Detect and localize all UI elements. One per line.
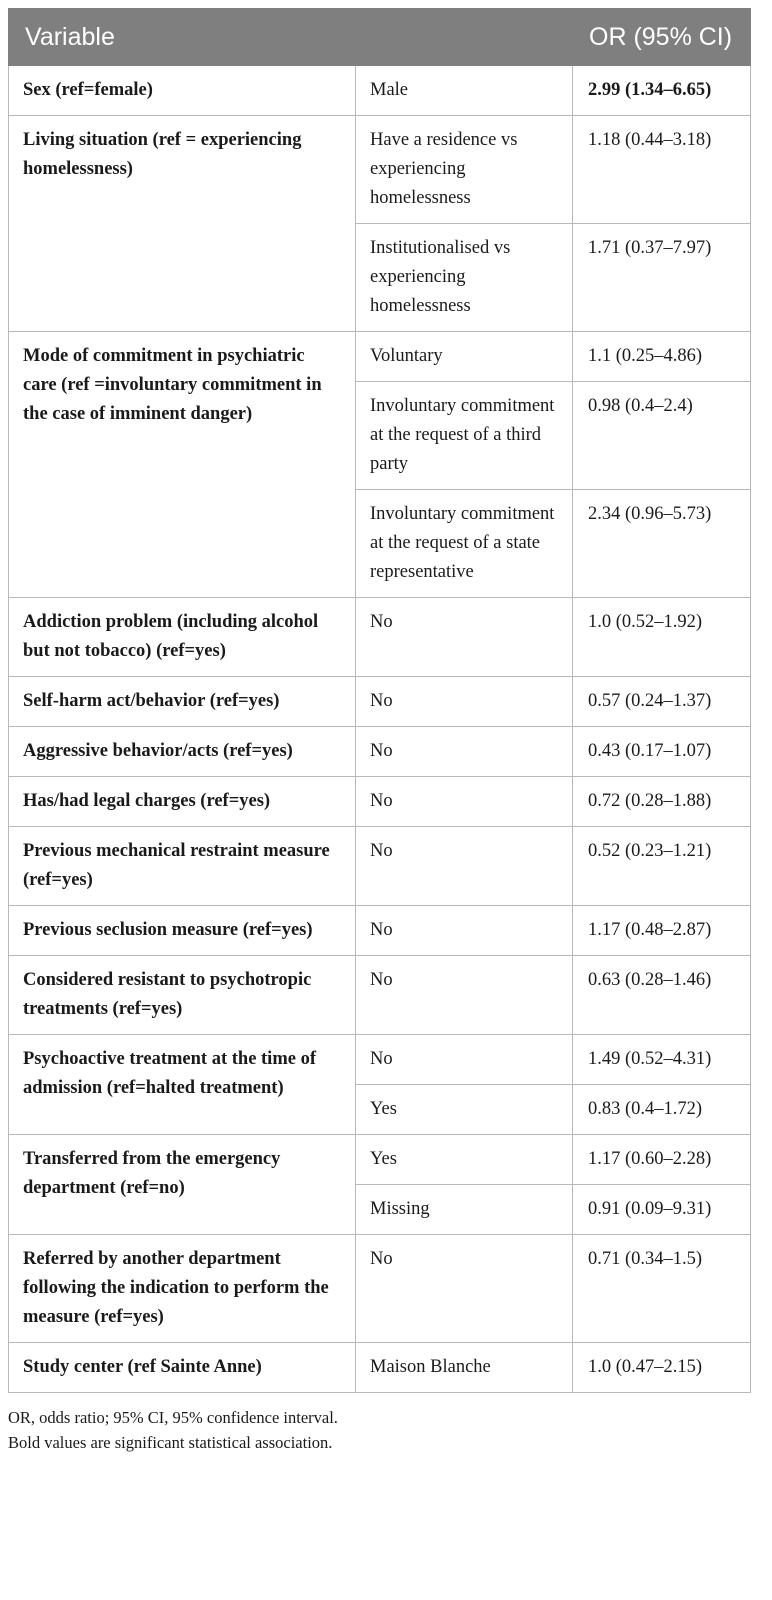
table-row (9, 956, 751, 1035)
variable-cell: Living situation (ref = experiencing homelessness) (9, 116, 356, 332)
or-cell: 1.1 (0.25–4.86) (573, 332, 751, 382)
level-cell: No (356, 777, 573, 827)
level-cell: No (356, 1035, 573, 1085)
table-row (9, 827, 751, 906)
table-row (9, 1035, 751, 1085)
or-cell: 0.57 (0.24–1.37) (573, 677, 751, 727)
or-cell: 1.0 (0.47–2.15) (573, 1343, 751, 1393)
footnote-abbreviations: OR, odds ratio; 95% CI, 95% confidence interval. (8, 1408, 338, 1427)
table-row (9, 1235, 751, 1343)
variable-cell: Self-harm act/behavior (ref=yes) (9, 677, 356, 727)
footnote-bold-note: Bold values are significant statistical association. (8, 1433, 333, 1452)
table-row (9, 777, 751, 827)
level-cell: No (356, 906, 573, 956)
level-cell: No (356, 827, 573, 906)
variable-cell: Referred by another department following the indication to perform the measure (ref=yes) (9, 1235, 356, 1343)
table-row (9, 677, 751, 727)
header-variable: Variable (9, 9, 573, 66)
or-cell: 0.98 (0.4–2.4) (573, 382, 751, 490)
or-cell: 0.43 (0.17–1.07) (573, 727, 751, 777)
variable-cell: Addiction problem (including alcohol but not tobacco) (ref=yes) (9, 598, 356, 677)
variable-cell: Previous mechanical restraint measure (ref=yes) (9, 827, 356, 906)
variable-cell: Has/had legal charges (ref=yes) (9, 777, 356, 827)
level-cell: Male (356, 66, 573, 116)
level-cell: No (356, 677, 573, 727)
table-row (9, 598, 751, 677)
or-cell: 0.83 (0.4–1.72) (573, 1085, 751, 1135)
or-cell: 0.72 (0.28–1.88) (573, 777, 751, 827)
or-cell: 1.0 (0.52–1.92) (573, 598, 751, 677)
variable-cell: Transferred from the emergency department (ref=no) (9, 1135, 356, 1235)
or-cell: 1.17 (0.48–2.87) (573, 906, 751, 956)
variable-cell: Considered resistant to psychotropic treatments (ref=yes) (9, 956, 356, 1035)
level-cell: Involuntary commitment at the request of a third party (356, 382, 573, 490)
level-cell: Involuntary commitment at the request of a state representative (356, 490, 573, 598)
variable-cell: Previous seclusion measure (ref=yes) (9, 906, 356, 956)
level-cell: Yes (356, 1085, 573, 1135)
or-cell: 1.71 (0.37–7.97) (573, 224, 751, 332)
table-row (9, 332, 751, 382)
level-cell: Maison Blanche (356, 1343, 573, 1393)
level-cell: No (356, 956, 573, 1035)
table-container (8, 8, 750, 1455)
table-row (9, 906, 751, 956)
level-cell: Institutionalised vs experiencing homelessness (356, 224, 573, 332)
or-cell: 1.49 (0.52–4.31) (573, 1035, 751, 1085)
table-row (9, 66, 751, 116)
table-row (9, 727, 751, 777)
level-cell: No (356, 727, 573, 777)
variable-cell: Psychoactive treatment at the time of admission (ref=halted treatment) (9, 1035, 356, 1135)
variable-cell: Aggressive behavior/acts (ref=yes) (9, 727, 356, 777)
header-row (9, 9, 751, 66)
variable-cell: Mode of commitment in psychiatric care (ref =involuntary commitment in the case of imminent danger) (9, 332, 356, 598)
level-cell: No (356, 1235, 573, 1343)
level-cell: No (356, 598, 573, 677)
level-cell: Voluntary (356, 332, 573, 382)
footnotes (8, 1405, 750, 1455)
or-cell: 0.91 (0.09–9.31) (573, 1185, 751, 1235)
level-cell: Yes (356, 1135, 573, 1185)
or-cell: 1.17 (0.60–2.28) (573, 1135, 751, 1185)
or-cell: 2.99 (1.34–6.65) (573, 66, 751, 116)
odds-ratio-table (8, 8, 751, 1393)
variable-cell: Sex (ref=female) (9, 66, 356, 116)
variable-cell: Study center (ref Sainte Anne) (9, 1343, 356, 1393)
table-row (9, 116, 751, 224)
table-row (9, 1135, 751, 1185)
level-cell: Missing (356, 1185, 573, 1235)
or-cell: 0.63 (0.28–1.46) (573, 956, 751, 1035)
table-row (9, 1343, 751, 1393)
or-cell: 0.52 (0.23–1.21) (573, 827, 751, 906)
level-cell: Have a residence vs experiencing homelessness (356, 116, 573, 224)
or-cell: 2.34 (0.96–5.73) (573, 490, 751, 598)
or-cell: 0.71 (0.34–1.5) (573, 1235, 751, 1343)
or-cell: 1.18 (0.44–3.18) (573, 116, 751, 224)
header-or: OR (95% CI) (573, 9, 751, 66)
